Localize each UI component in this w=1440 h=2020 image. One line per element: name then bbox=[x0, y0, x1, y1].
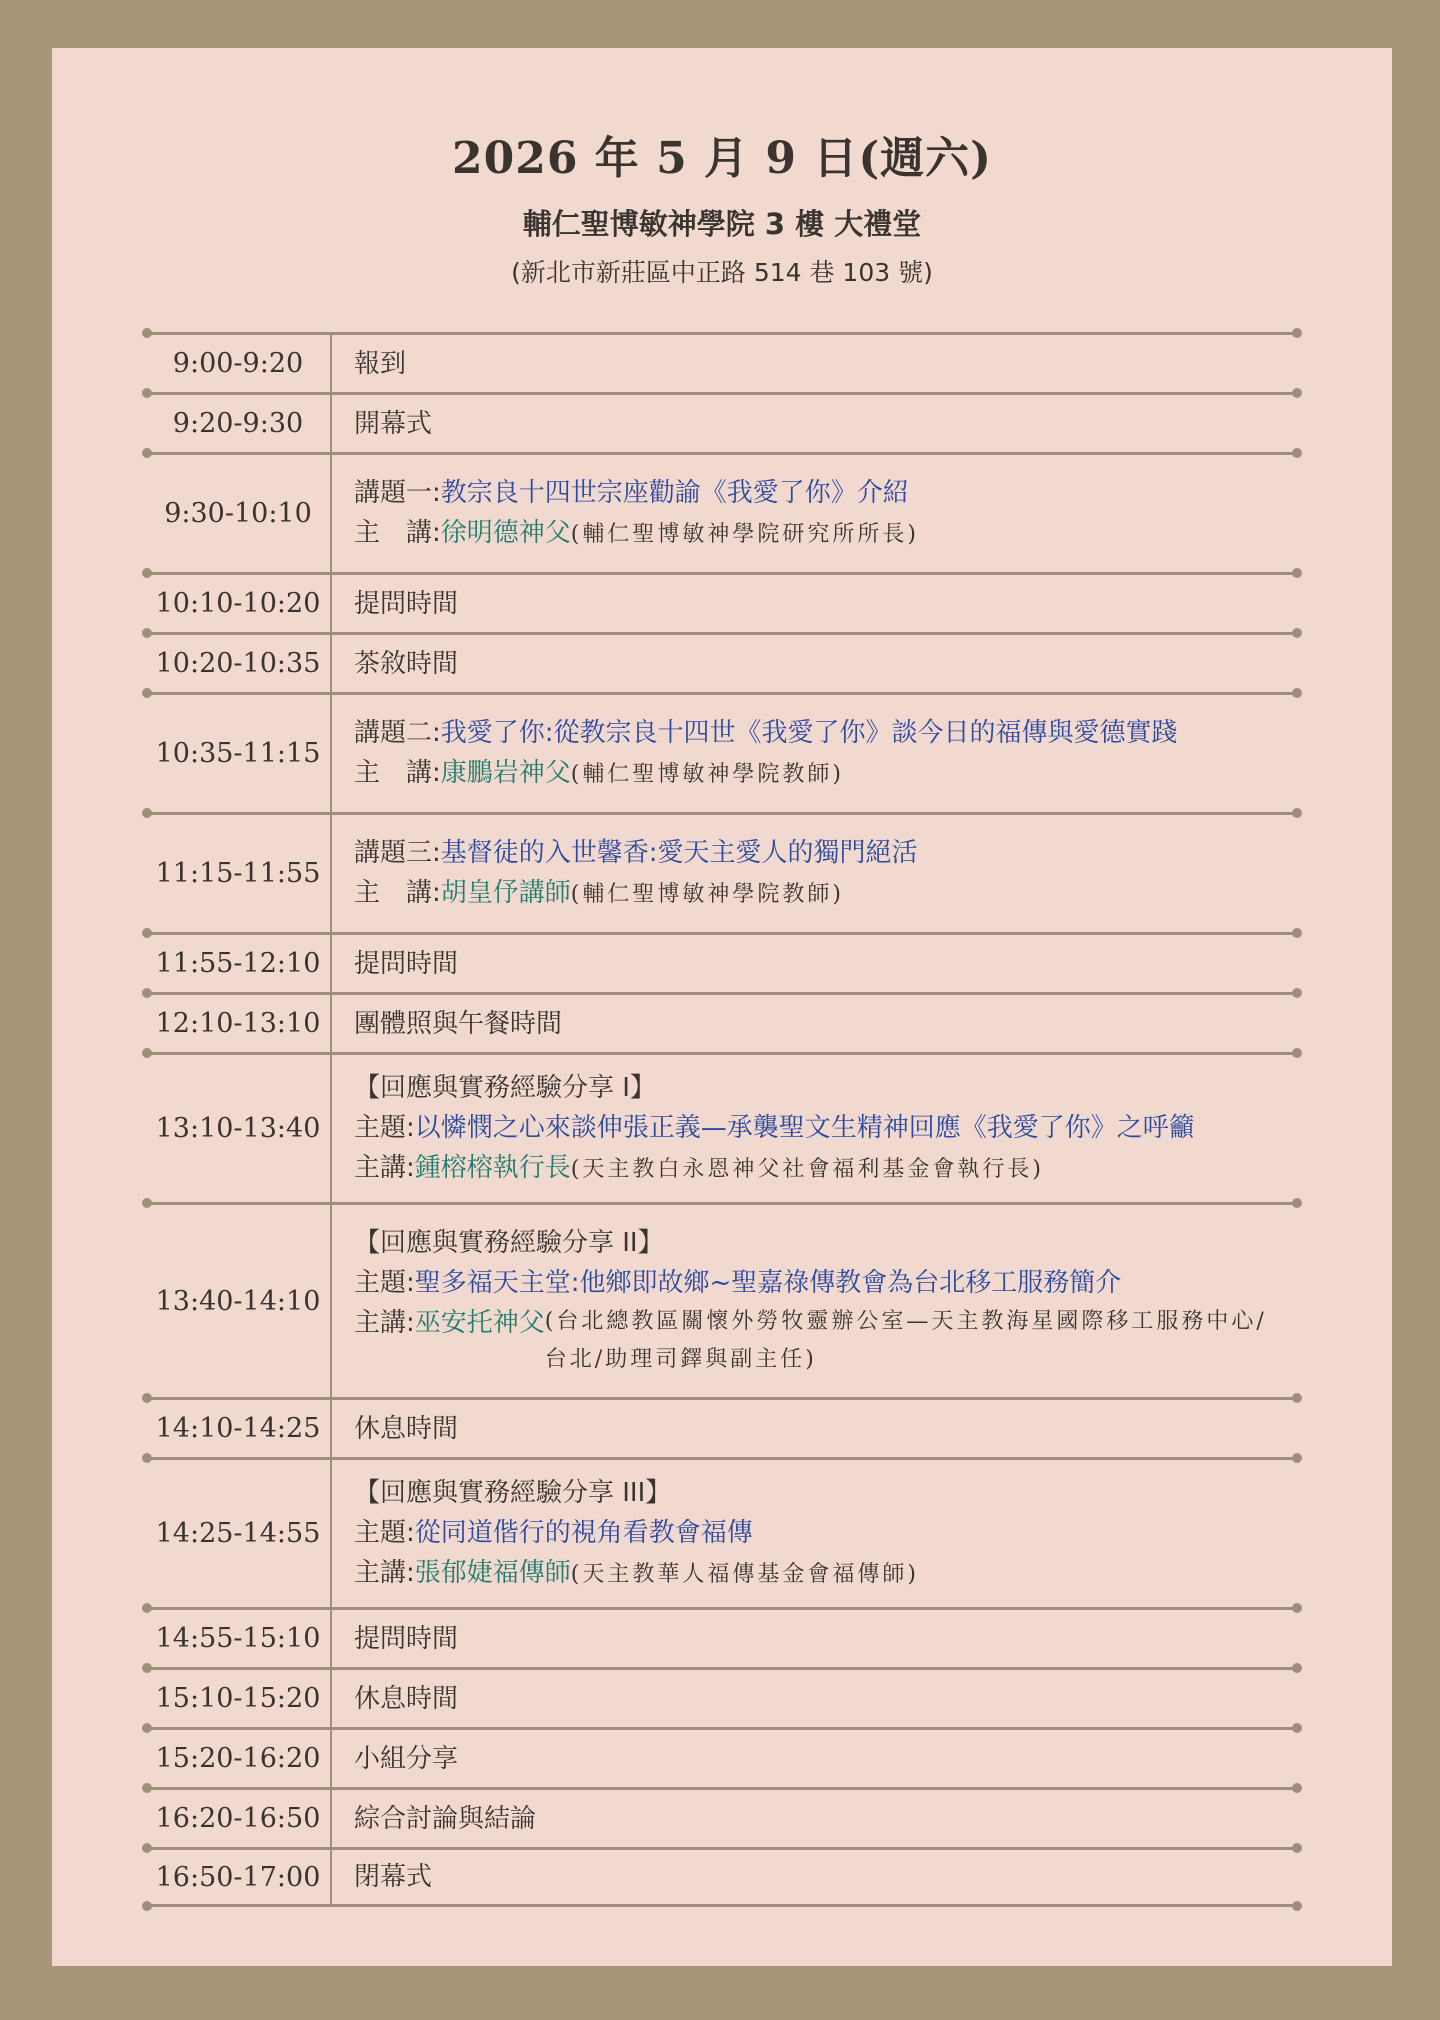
agenda-item: 提問時間 bbox=[354, 588, 459, 619]
agenda-item: 提問時間 bbox=[354, 1623, 459, 1654]
schedule-row bbox=[146, 1607, 1298, 1667]
schedule-row bbox=[146, 812, 1298, 932]
topic-title: 我愛了你:從教宗良十四世《我愛了你》談今日的福傳與愛德實踐 bbox=[440, 717, 1178, 748]
speaker-name: 胡皇伃講師 bbox=[440, 877, 571, 908]
speaker-affiliation: (輔仁聖博敏神學院教師) bbox=[570, 881, 844, 907]
schedule-row bbox=[146, 392, 1298, 452]
time-slot: 12:10-13:10 bbox=[146, 995, 332, 1052]
time-slot: 11:55-12:10 bbox=[146, 935, 332, 992]
session-heading: 【回應與實務經驗分享 II】 bbox=[354, 1228, 664, 1258]
schedule-row bbox=[146, 1727, 1298, 1787]
theme-label: 主題: bbox=[354, 1268, 415, 1298]
agenda-item: 茶敘時間 bbox=[354, 648, 459, 679]
topic-label: 講題三: bbox=[354, 837, 441, 868]
speaker-affiliation: (輔仁聖博敏神學院教師) bbox=[570, 761, 844, 787]
speaker-label: 主講: bbox=[354, 1152, 415, 1183]
topic-label: 講題二: bbox=[354, 717, 441, 748]
rule-end-dot bbox=[142, 1901, 152, 1911]
speaker-label: 主講: bbox=[354, 1557, 415, 1588]
speaker-name: 徐明德神父 bbox=[440, 517, 571, 548]
schedule-row bbox=[146, 932, 1298, 992]
speaker-name: 張郁婕福傳師 bbox=[414, 1557, 571, 1588]
speaker-affiliation: (台北總教區關懷外勞牧靈辦公室—天主教海星國際移工服務中心/台北/助理司鐸與副主任) bbox=[544, 1309, 1267, 1372]
time-slot: 9:20-9:30 bbox=[146, 395, 332, 452]
schedule-row bbox=[146, 1847, 1298, 1907]
topic-title: 聖多福天主堂:他鄉即故鄉~聖嘉祿傳教會為台北移工服務簡介 bbox=[414, 1268, 1122, 1298]
agenda-item: 開幕式 bbox=[354, 408, 433, 439]
time-slot: 15:10-15:20 bbox=[146, 1670, 332, 1727]
theme-label: 主題: bbox=[354, 1112, 415, 1143]
agenda-item: 休息時間 bbox=[354, 1683, 459, 1714]
schedule-row bbox=[146, 692, 1298, 812]
address: (新北市新莊區中正路 514 巷 103 號) bbox=[511, 258, 933, 287]
agenda-item: 閉幕式 bbox=[354, 1862, 433, 1892]
agenda-item: 休息時間 bbox=[354, 1413, 459, 1444]
schedule-row bbox=[146, 632, 1298, 692]
session-heading: 【回應與實務經驗分享 I】 bbox=[354, 1072, 656, 1103]
topic-title: 教宗良十四世宗座勸諭《我愛了你》介紹 bbox=[440, 477, 909, 508]
rule-end-dot bbox=[1292, 1901, 1302, 1911]
venue: 輔仁聖博敏神學院 3 樓 大禮堂 bbox=[522, 207, 922, 241]
topic-title: 從同道偕行的視角看教會福傳 bbox=[414, 1517, 753, 1548]
time-slot: 9:00-9:20 bbox=[146, 335, 332, 392]
schedule-row bbox=[146, 992, 1298, 1052]
speaker-affiliation: (天主教白永恩神父社會福利基金會執行長) bbox=[570, 1156, 1044, 1182]
agenda-item: 提問時間 bbox=[354, 948, 459, 979]
schedule-table bbox=[146, 332, 1298, 1907]
speaker-label: 主 講: bbox=[354, 757, 441, 788]
speaker-label: 主 講: bbox=[354, 517, 441, 548]
schedule-row bbox=[146, 1052, 1298, 1202]
schedule-card bbox=[52, 48, 1392, 1966]
schedule-row bbox=[146, 1397, 1298, 1457]
speaker-affiliation: (輔仁聖博敏神學院研究所所長) bbox=[570, 521, 919, 547]
speaker-name: 巫安托神父 bbox=[414, 1308, 545, 1338]
topic-label: 講題一: bbox=[354, 477, 441, 508]
schedule-row bbox=[146, 1787, 1298, 1847]
schedule-row bbox=[146, 572, 1298, 632]
time-slot: 14:25-14:55 bbox=[146, 1460, 332, 1607]
schedule-row bbox=[146, 1457, 1298, 1607]
speaker-name: 鍾榕榕執行長 bbox=[414, 1152, 571, 1183]
agenda-item: 團體照與午餐時間 bbox=[354, 1008, 563, 1039]
time-slot: 13:40-14:10 bbox=[146, 1205, 332, 1397]
time-slot: 10:20-10:35 bbox=[146, 635, 332, 692]
agenda-item: 綜合討論與結論 bbox=[354, 1803, 537, 1834]
time-slot: 16:20-16:50 bbox=[146, 1790, 332, 1847]
speaker-name: 康鵬岩神父 bbox=[440, 757, 571, 788]
topic-title: 基督徒的入世馨香:愛天主愛人的獨門絕活 bbox=[440, 837, 918, 868]
speaker-affiliation: (天主教華人福傳基金會福傳師) bbox=[570, 1561, 919, 1587]
event-date-title: 2026 年 5 月 9 日(週六) bbox=[452, 133, 992, 184]
time-slot: 11:15-11:55 bbox=[146, 815, 332, 932]
time-slot: 10:35-11:15 bbox=[146, 695, 332, 812]
time-slot: 13:10-13:40 bbox=[146, 1055, 332, 1202]
speaker-label: 主 講: bbox=[354, 877, 441, 908]
time-slot: 16:50-17:00 bbox=[146, 1850, 332, 1904]
theme-label: 主題: bbox=[354, 1517, 415, 1548]
schedule-row bbox=[146, 1202, 1298, 1397]
time-slot: 14:55-15:10 bbox=[146, 1610, 332, 1667]
schedule-row bbox=[146, 332, 1298, 392]
agenda-item: 報到 bbox=[354, 348, 407, 379]
time-slot: 9:30-10:10 bbox=[146, 455, 332, 572]
session-heading: 【回應與實務經驗分享 III】 bbox=[354, 1477, 672, 1508]
time-slot: 10:10-10:20 bbox=[146, 575, 332, 632]
speaker-label: 主講: bbox=[354, 1308, 415, 1338]
agenda-item: 小組分享 bbox=[354, 1743, 459, 1774]
schedule-row bbox=[146, 452, 1298, 572]
time-slot: 14:10-14:25 bbox=[146, 1400, 332, 1457]
time-slot: 15:20-16:20 bbox=[146, 1730, 332, 1787]
topic-title: 以憐憫之心來談伸張正義—承襲聖文生精神回應《我愛了你》之呼籲 bbox=[414, 1112, 1195, 1143]
schedule-row bbox=[146, 1667, 1298, 1727]
